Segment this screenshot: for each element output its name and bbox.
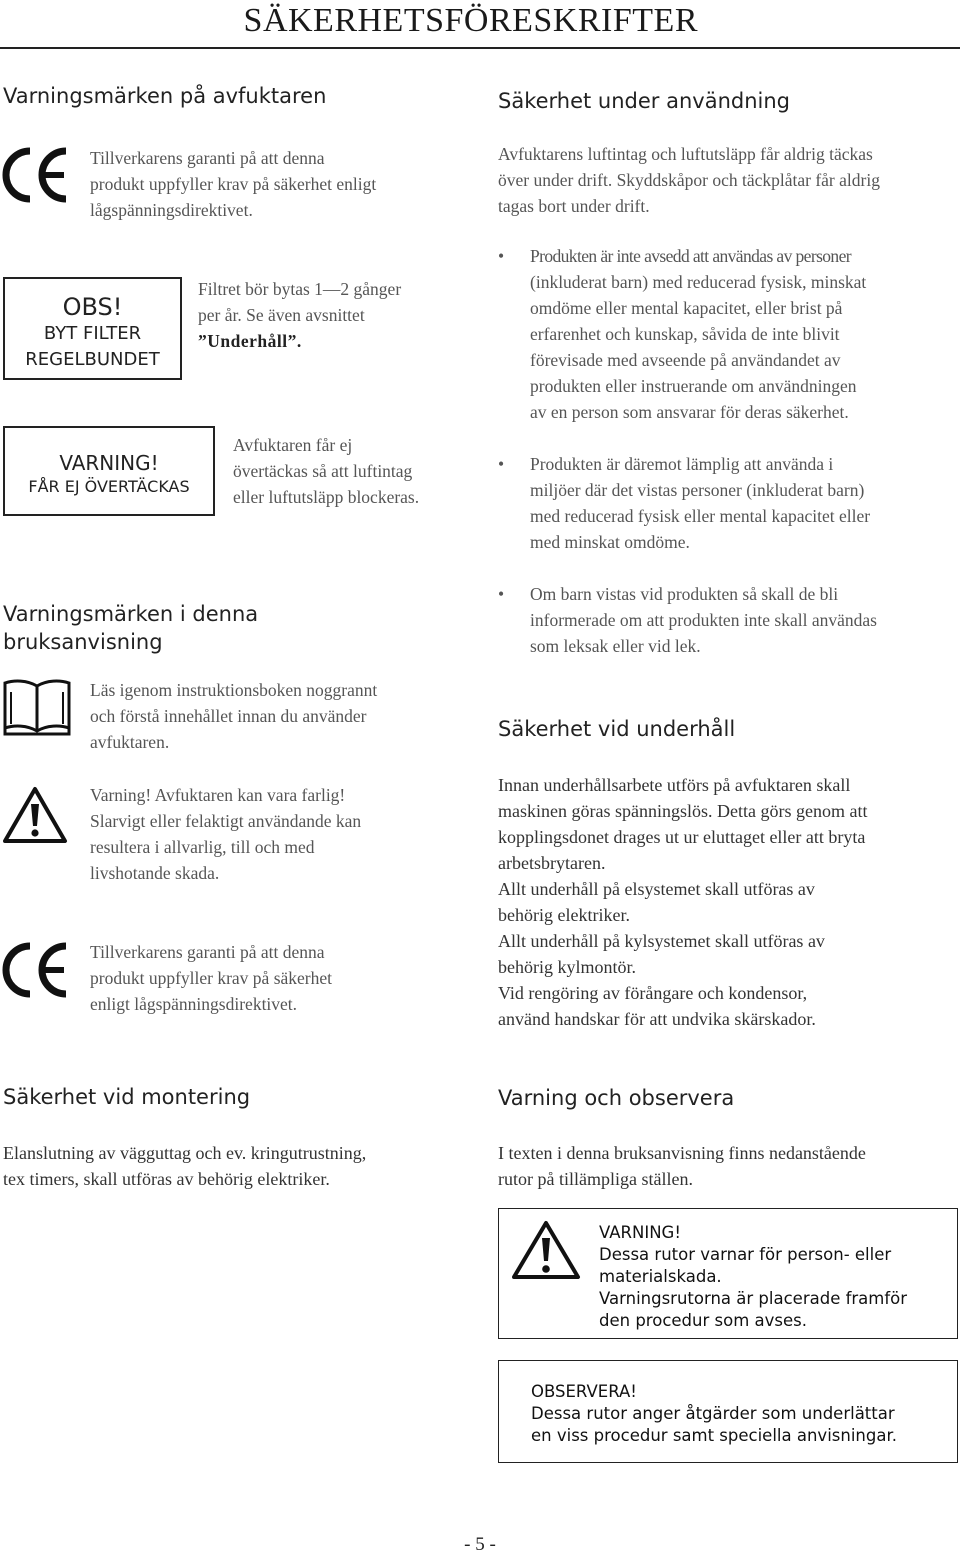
varning-cover-sign: VARNING! FÅR EJ ÖVERTÄCKAS (3, 426, 215, 516)
filter-instruction: Filtret bör bytas 1—2 gånger per år. Se även avsnittet ”Underhåll”. (198, 279, 402, 351)
list-item: • Om barn vistas vid produkten så skall de bli informerade om att produkten inte skall användas som leksak eller vid lek. (498, 581, 958, 659)
book-description: Läs igenom instruktionsboken noggrannt och förstå innehållet innan du använder avfuktaren. (90, 680, 378, 752)
list-item: • Produkten är inte avsedd att användas av personer (inkluderat barn) med reducerad fysisk, minskat omdöme eller mental kapacitet, eller brist på erfarenhet och kunskap, såvida de inte blivit förevisade med avseende på användandet av produkten eller instruerande om användningen av en person som ansvarar för deras säkerhet. (498, 243, 958, 425)
warning-triangle-icon (2, 786, 68, 849)
observe-intro: I texten i denna bruksanvisning finns nedanstående rutor på tillämpliga ställen. (498, 1143, 866, 1189)
warning-description: Varning! Avfuktaren kan vara farlig! Slarvigt eller felaktigt användande kan resultera i allvarlig, till och med livshotande skada. (90, 785, 362, 883)
observe-heading: Varning och observera (498, 1086, 735, 1110)
ce-mark-icon-2 (2, 940, 70, 1000)
observe-note-box: OBSERVERA! Dessa rutor anger åtgärder som underlättar en viss procedur samt speciella anvisningar. (498, 1360, 958, 1463)
ce-mark-icon (2, 145, 70, 205)
usage-intro: Avfuktarens luftintag och luftutsläpp får aldrig täckas över under drift. Skyddskåpor och täckplåtar får aldrig tagas bort under drift. (498, 144, 880, 216)
book-icon (2, 678, 72, 741)
title-divider (0, 47, 960, 49)
cover-instruction: Avfuktaren får ej övertäckas så att luftintag eller luftutsläpp blockeras. (233, 435, 420, 507)
ce-description: Tillverkarens garanti på att denna produkt uppfyller krav på säkerhet enligt lågspänningsdirektivet. (90, 148, 377, 220)
page-number: - 5 - (464, 1534, 496, 1555)
mounting-heading: Säkerhet vid montering (3, 1085, 251, 1109)
usage-heading: Säkerhet under användning (498, 89, 791, 113)
warning-triangle-icon (511, 1219, 581, 1287)
bullet-icon: • (498, 246, 505, 266)
list-item: • Produkten är däremot lämplig att använda i miljöer där det vistas personer (inkluderat barn) med reducerad fysisk eller mental kapacitet eller med minskat omdöme. (498, 451, 958, 555)
usage-bullet-list (498, 243, 958, 685)
maintenance-heading: Säkerhet vid underhåll (498, 717, 736, 741)
obs-filter-sign: OBS! BYT FILTER REGELBUNDET (3, 277, 182, 380)
bullet-icon: • (498, 584, 505, 604)
maintenance-text: Innan underhållsarbete utförs på avfuktaren skall maskinen göras spänningslös. Detta görs genom att kopplingsdonet drages ut ur eluttaget eller att bryta arbetsbrytaren. Allt underhåll på elsystemet skall utföras av behörig elektriker. Allt underhåll på kylsystemet skall utföras av behörig kylmontör. Vid rengöring av förångare och kondensor, använd handskar för att undvika skärskador. (498, 775, 868, 1029)
warning-note-box: VARNING! Dessa rutor varnar för person- eller materialskada. Varningsrutorna är placerade framför den procedur som avses. (498, 1208, 958, 1339)
bullet-icon: • (498, 454, 505, 474)
ce-description-2: Tillverkarens garanti på att denna produkt uppfyller krav på säkerhet enligt lågspänningsdirektivet. (90, 942, 333, 1014)
warning-marks-heading: Varningsmärken på avfuktaren (3, 84, 327, 108)
page-title: SÄKERHETSFÖRESKRIFTER (243, 2, 698, 39)
manual-marks-heading: Varningsmärken i denna bruksanvisning (3, 602, 259, 654)
mounting-text: Elanslutning av vägguttag och ev. kringutrustning, tex timers, skall utföras av behörig elektriker. (3, 1143, 367, 1189)
